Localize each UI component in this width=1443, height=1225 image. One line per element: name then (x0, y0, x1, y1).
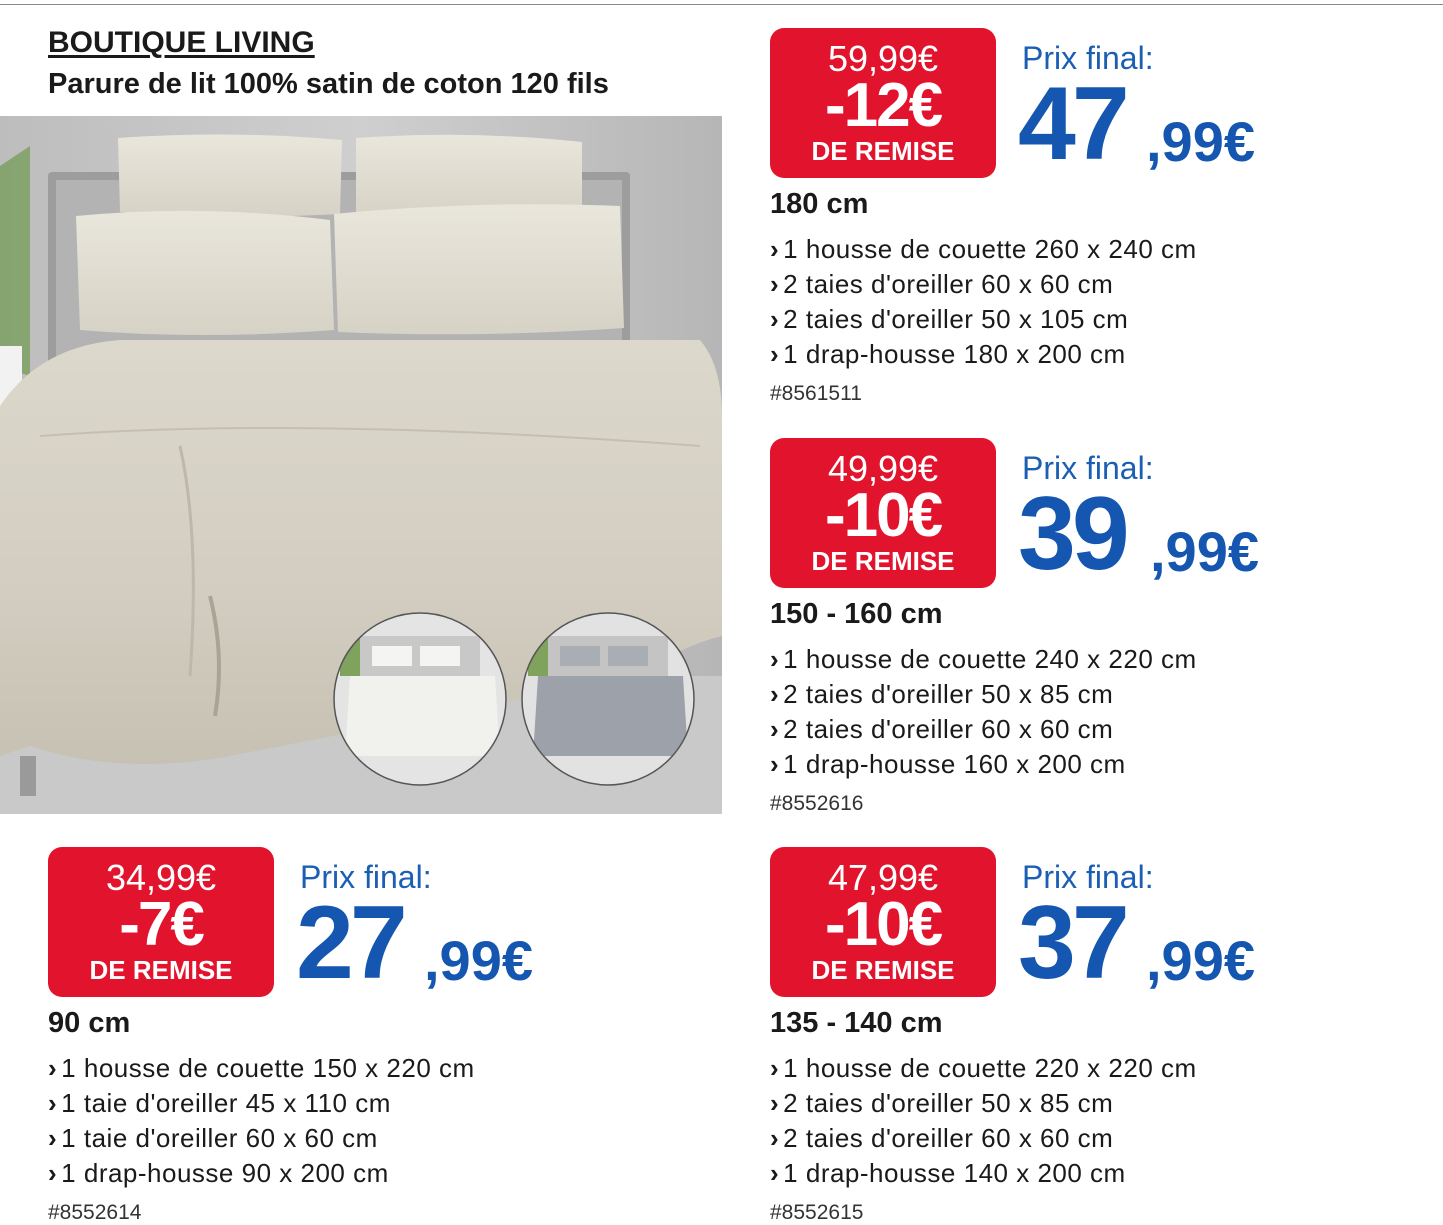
discount-amount: -10€ (824, 890, 942, 959)
list-item: › 2 taies d'oreiller 60 x 60 cm (770, 1123, 1114, 1153)
chevron-right-icon: › (770, 644, 780, 674)
final-price-decimal: ,99€ (424, 929, 533, 992)
contents-list (770, 642, 1197, 782)
chevron-right-icon: › (770, 1053, 780, 1083)
chevron-right-icon: › (770, 304, 780, 334)
brand-title: BOUTIQUE LIVING (48, 26, 315, 59)
product-reference: #8561511 (770, 382, 862, 405)
list-item: › 2 taies d'oreiller 50 x 85 cm (770, 1088, 1114, 1118)
product-reference: #8552614 (48, 1201, 142, 1224)
chevron-right-icon: › (770, 234, 780, 264)
chevron-right-icon: › (770, 339, 780, 369)
product-reference: #8552616 (770, 792, 864, 815)
chevron-right-icon: › (770, 269, 780, 299)
chevron-right-icon: › (48, 1053, 58, 1083)
list-item: › 1 housse de couette 260 x 240 cm (770, 234, 1197, 264)
list-item: › 2 taies d'oreiller 60 x 60 cm (770, 714, 1114, 744)
list-item: › 1 housse de couette 220 x 220 cm (770, 1053, 1197, 1083)
list-item: › 1 taie d'oreiller 60 x 60 cm (48, 1123, 378, 1153)
discount-label: DE REMISE (811, 136, 955, 166)
contents-list (48, 1051, 475, 1191)
final-price-label: Prix final: (300, 859, 432, 895)
final-price-label: Prix final: (1022, 859, 1154, 895)
final-price-decimal: ,99€ (1146, 110, 1255, 173)
offer-90cm (48, 847, 708, 1224)
top-divider (0, 4, 1443, 5)
list-item: › 1 housse de couette 240 x 220 cm (770, 644, 1197, 674)
list-item: › 1 housse de couette 150 x 220 cm (48, 1053, 475, 1083)
chevron-right-icon: › (48, 1088, 58, 1118)
chevron-right-icon: › (770, 714, 780, 744)
product-reference: #8552615 (770, 1201, 864, 1224)
discount-amount: -12€ (824, 71, 942, 140)
discount-label: DE REMISE (89, 955, 233, 985)
size-label: 135 - 140 cm (770, 1007, 943, 1039)
list-item: › 1 drap-housse 180 x 200 cm (770, 339, 1126, 369)
chevron-right-icon: › (48, 1158, 58, 1188)
discount-badge (770, 847, 996, 997)
old-price: 49,99€ (827, 448, 939, 489)
contents-list (770, 232, 1197, 372)
old-price: 34,99€ (105, 857, 217, 898)
old-price: 59,99€ (827, 38, 939, 79)
offer-135-140cm (770, 847, 1430, 1224)
discount-label: DE REMISE (811, 546, 955, 576)
final-price-label: Prix final: (1022, 40, 1154, 76)
size-label: 180 cm (770, 188, 869, 220)
list-item: › 2 taies d'oreiller 60 x 60 cm (770, 269, 1114, 299)
list-item: › 2 taies d'oreiller 50 x 105 cm (770, 304, 1129, 334)
size-label: 90 cm (48, 1007, 131, 1039)
final-price-decimal: ,99€ (1150, 520, 1259, 583)
final-price-integer: 39 (1018, 476, 1126, 592)
discount-label: DE REMISE (811, 955, 955, 985)
list-item: › 1 taie d'oreiller 45 x 110 cm (48, 1088, 391, 1118)
old-price: 47,99€ (827, 857, 939, 898)
discount-badge (770, 28, 996, 178)
list-item: › 1 drap-housse 160 x 200 cm (770, 749, 1126, 779)
list-item: › 1 drap-housse 90 x 200 cm (48, 1158, 389, 1188)
final-price-integer: 37 (1018, 885, 1126, 1001)
chevron-right-icon: › (770, 749, 780, 779)
product-subtitle: Parure de lit 100% satin de coton 120 fils (48, 68, 609, 100)
final-price-label: Prix final: (1022, 450, 1154, 486)
offer-180cm (770, 28, 1430, 418)
product-photo (0, 116, 722, 814)
discount-badge (48, 847, 274, 997)
final-price-integer: 27 (296, 885, 404, 1001)
chevron-right-icon: › (48, 1123, 58, 1153)
chevron-right-icon: › (770, 1123, 780, 1153)
list-item: › 1 drap-housse 140 x 200 cm (770, 1158, 1126, 1188)
final-price-decimal: ,99€ (1146, 929, 1255, 992)
discount-amount: -7€ (119, 890, 203, 959)
chevron-right-icon: › (770, 1158, 780, 1188)
chevron-right-icon: › (770, 1088, 780, 1118)
size-label: 150 - 160 cm (770, 598, 943, 630)
chevron-right-icon: › (770, 679, 780, 709)
contents-list (770, 1051, 1197, 1191)
offer-150-160cm (770, 438, 1430, 828)
list-item: › 2 taies d'oreiller 50 x 85 cm (770, 679, 1114, 709)
discount-badge (770, 438, 996, 588)
final-price-integer: 47 (1018, 66, 1126, 182)
discount-amount: -10€ (824, 481, 942, 550)
